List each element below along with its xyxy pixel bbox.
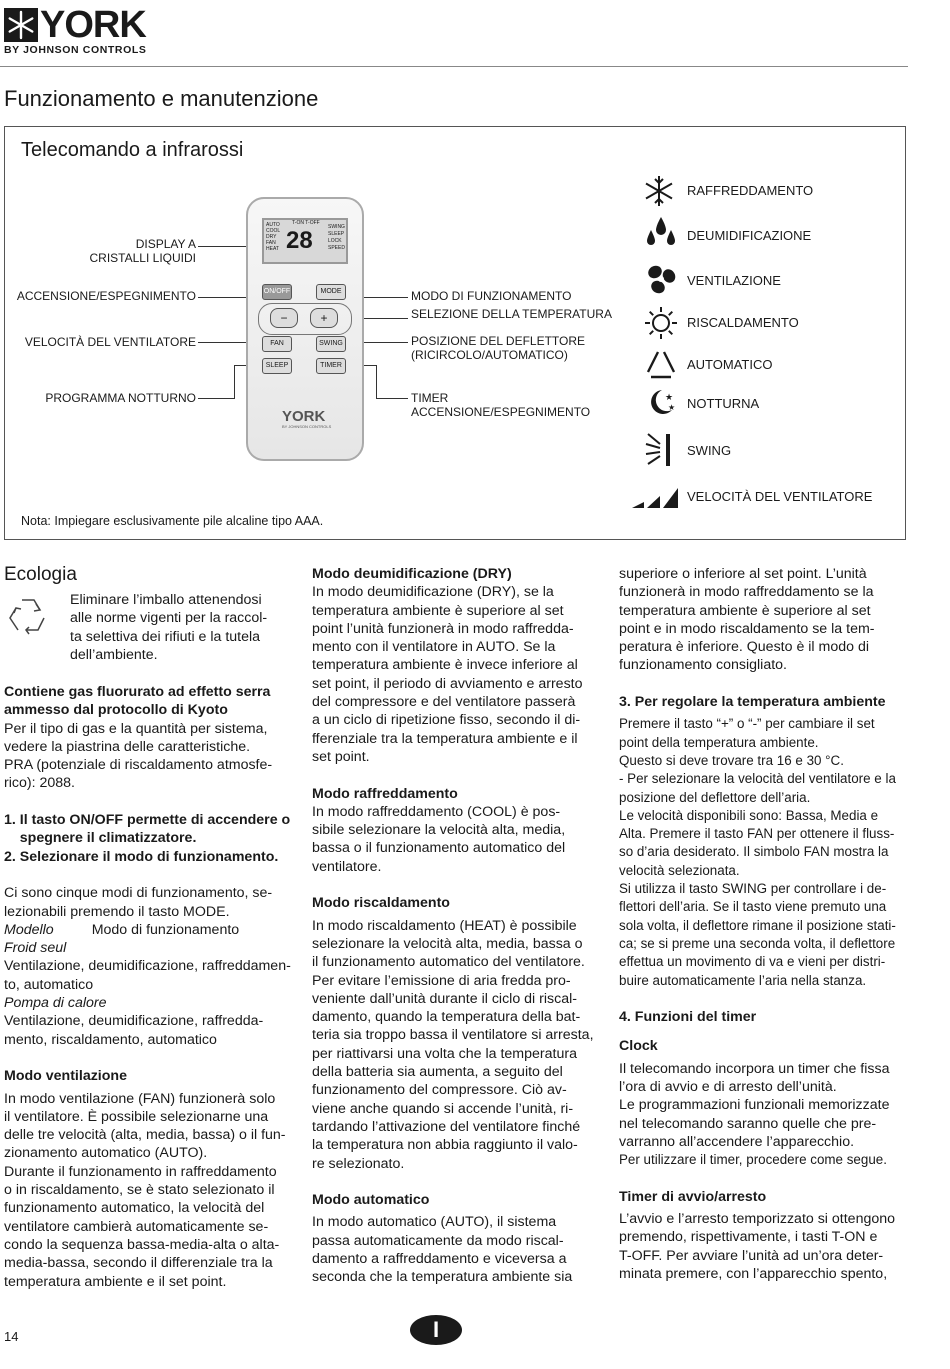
fan-button[interactable]: FAN	[262, 336, 292, 352]
fan-speed-icon	[632, 486, 678, 508]
column-2-body: Modo deumidificazione (DRY) In modo deumidificazione (DRY), se la temperatura ambiente è superiore al set point l’unità funzionerà in modo raffredda- mento con il ventilatore in AUTO. Se la temperatura ambiente è invece inferiore al set point, il periodo di avviamento e arresto del compressore e del ventilatore passerà a un ciclo di ripetizione fisso, secondo il di- fferenziale tra la temperatura ambiente e il set point. Modo raffreddamento In modo raffreddamento (COOL) è pos- sibile selezionare la velocità alta, media, bassa o il funzionamento automatico del ventilatore. Modo riscaldamento In modo riscaldamento (HEAT) è possibile selezionare la velocità alta, media, bassa o il funzionamento automatico del ventilatore. Per evitare l’emissione di aria fredda pro- veniente dall’unità durante il ciclo di riscal- damento, quando la temperatura della bat- teria sia troppo bassa il ventilatore si arresta, per riattivarsi una volta che la temperatura della batteria sia aumenta, a seguito del funzionamento del compressore. Ciò av- viene anche quando si accende l’unità, ri- tardando l’attivazione del ventilatore finché la temperatura non abbia raggiunto il valo- re selezionato. Modo automatico In modo automatico (AUTO), il sistema passa automaticamente da modo riscal- damento a raffreddamento e viceversa a seconda che la temperatura ambiente sia	[312, 566, 594, 1286]
recycle-icon	[4, 594, 52, 642]
leader-line	[198, 398, 234, 399]
mode-label-heat: RISCALDAMENTO	[687, 315, 799, 330]
remote-logo-sub: BY JOHNSON CONTROLS	[282, 424, 332, 429]
york-logo	[4, 4, 154, 60]
section-title: Funzionamento e manutenzione	[4, 86, 319, 111]
auto-icon	[644, 348, 678, 382]
sun-icon	[644, 306, 678, 340]
label-fan-speed: VELOCITÀ DEL VENTILATORE	[24, 335, 196, 349]
page-number: 14	[4, 1329, 19, 1344]
remote-logo: YORK	[282, 408, 326, 425]
mode-label-cooling: RAFFREDDAMENTO	[687, 183, 814, 198]
drops-icon	[644, 214, 678, 248]
svg-text:★: ★	[668, 403, 676, 412]
fan-icon	[644, 262, 678, 296]
mode-label-dry: DEUMIDIFICAZIONE	[687, 228, 812, 243]
label-timer: TIMER ACCENSIONE/ESPEGNIMENTO	[411, 391, 591, 419]
mode-label-fan: VENTILAZIONE	[687, 273, 781, 288]
brand-name: YORK	[40, 4, 146, 46]
ecologia-title: Ecologia	[4, 564, 77, 585]
leader-line	[376, 398, 408, 399]
lcd-temperature: 28	[286, 227, 313, 254]
swing-icon	[644, 430, 678, 470]
mode-label-fan-speed: VELOCITÀ DEL VENTILATORE	[687, 489, 873, 504]
header-rule	[0, 66, 908, 67]
timer-button[interactable]: TIMER	[316, 358, 346, 374]
sleep-button[interactable]: SLEEP	[262, 358, 292, 374]
mode-label-auto: AUTOMATICO	[687, 357, 773, 372]
ecologia-text: Eliminare l’imballo attenendosi alle norme vigenti per la raccol- ta selettiva dei rifiuti e la tutela dell’ambiente.	[70, 592, 268, 663]
minus-button[interactable]: −	[270, 308, 298, 328]
panel-title: Telecomando a infrarossi	[21, 139, 244, 161]
onoff-button[interactable]: ON/OFF	[262, 284, 292, 300]
battery-note: Nota: Impiegare esclusivamente pile alcaline tipo AAA.	[21, 514, 324, 528]
plus-button[interactable]: +	[310, 308, 338, 328]
mode-label-swing: SWING	[687, 443, 732, 458]
label-display: DISPLAY A CRISTALLI LIQUIDI	[89, 237, 196, 265]
remote-lcd: AUTO COOL DRY FAN HEAT T-ON T-OFF 28 SWING SLEEP LOCK SPEED	[262, 218, 348, 264]
column-3-body: superiore o inferiore al set point. L’unità funzionerà in modo raffreddamento se la temperatura ambiente è superiore al set point e in modo riscaldamento se la tem- peratura è inferiore. Questo è il modo di funzionamento consigliato. 3. Per regolare la temperatura ambiente Premere il tasto “+” o “-” per cambiare il set point della temperatura ambiente. Questo si deve trovare tra 16 e 30 °C. - Per selezionare la velocità del ventilatore e la posizione del deflettore dell’aria. Le velocità disponibili sono: Bassa, Media e Alta. Premere il tasto FAN per ottenere il fluss- so d’aria desiderato. Il simbolo FAN mostra la velocità selezionata. Si utilizza il tasto SWING per controllare i de- flettori dell’aria. Se il tasto viene premuto una sola volta, il deflettore rimane il posizione stati- ca; se si preme una seconda volta, il deflettore effettua un movimento di va e vieni per distri- buire automaticamente l’aria nella stanza. 4. Funzioni del timer Clock Il telecomando incorpora un timer che fissa l’ora di avvio e di arresto dell’unità. Le programmazioni funzionali memorizzate nel telecomando saranno quelle che pre- varranno all’accendere l’apparecchio. Per utilizzare il timer, procedere come segue. Timer di avvio/arresto L’avvio e l’arresto temporizzato si ottengono premendo, rispettivamente, i tasti T-ON e T-OFF. Per avviare l’unità ad un’ora deter- minata premere, con l’apparecchio spento,	[619, 566, 896, 1282]
language-tab: I	[410, 1315, 462, 1345]
label-deflector: POSIZIONE DEL DEFLETTORE (RICIRCOLO/AUTOMATICO)	[411, 334, 586, 362]
label-onoff: ACCENSIONE/ESPEGNIMENTO	[16, 289, 196, 303]
svg-text:★: ★	[665, 392, 674, 402]
label-mode: MODO DI FUNZIONAMENTO	[411, 289, 572, 303]
snowflake-icon	[642, 174, 676, 208]
brand-sub: BY JOHNSON CONTROLS	[4, 44, 147, 56]
mode-button[interactable]: MODE	[316, 284, 346, 300]
label-temp: SELEZIONE DELLA TEMPERATURA	[411, 307, 612, 321]
snowflake-logo-icon	[4, 8, 38, 42]
label-night-program: PROGRAMMA NOTTURNO	[45, 391, 196, 405]
mode-label-night: NOTTURNA	[687, 396, 760, 411]
leader-line	[234, 365, 235, 399]
swing-button[interactable]: SWING	[316, 336, 346, 352]
moon-icon	[644, 386, 678, 420]
column-1-body: Contiene gas fluorurato ad effetto serra ammesso dal protocollo di Kyoto Per il tipo di gas e la quantità per sistema, vedere la piastrina delle caratteristiche. PRA (potenziale di riscaldamento atmosfe- rico): 2088. 1. Il tasto ON/OFF permette di accendere o spegnere il climatizzatore. 2. Selezionare il modo di funzionamento. Ci sono cinque modi di funzionamento, se- lezionabili premendo il tasto MODE. Modello Modo di funzionamento Froid seul Ventilazione, deumidificazione, raffreddamen- to, automatico Pompa di calore Ventilazione, deumidificazione, raffredda- mento, riscaldamento, automatico Modo ventilazione In modo ventilazione (FAN) funzionerà solo il ventilatore. È possibile selezionarne una delle tre velocità (alta, media, bassa) o il fun- zionamento automatico (AUTO). Durante il funzionamento in raffreddamento o in riscaldamento, se è stato selezionato il funzionamento automatico, la velocità del ventilatore cambierà automaticamente se- condo la sequenza bassa-media-alta o alta- media-bassa, secondo il differenziale tra la temperatura ambiente e il set point.	[4, 684, 291, 1290]
leader-line	[376, 365, 377, 399]
